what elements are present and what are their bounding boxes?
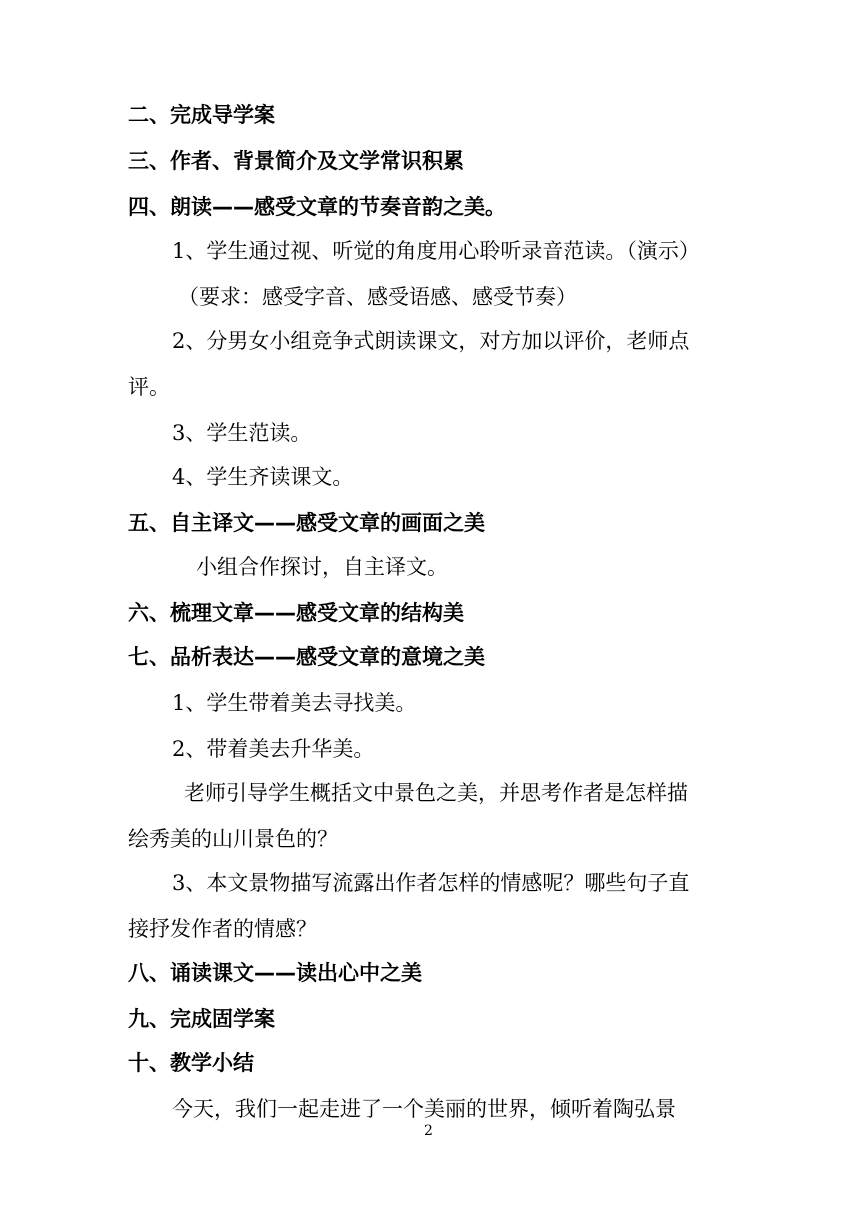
paragraph-line: 评。 [128,375,170,399]
heading-3: 三、作者、背景简介及文学常识积累 [128,149,464,173]
paragraph-line: 2、带着美去升华美。 [172,737,375,761]
paragraph-line: 4、学生齐读课文。 [172,465,354,489]
paragraph-line: 2、分男女小组竞争式朗读课文，对方加以评价，老师点 [172,329,690,353]
paragraph-line: 老师引导学生概括文中景色之美，并思考作者是怎样描 [184,781,688,805]
heading-7: 七、品析表达——感受文章的意境之美 [128,645,485,669]
paragraph-line: 3、本文景物描写流露出作者怎样的情感呢？哪些句子直 [172,871,690,895]
page-number: 2 [424,1123,433,1139]
heading-2: 二、完成导学案 [128,103,275,127]
heading-6: 六、梳理文章——感受文章的结构美 [128,601,464,625]
paragraph-line: 小组合作探讨，自主译文。 [196,555,448,579]
paragraph-line: （要求：感受字音、感受语感、感受节奏） [178,285,577,309]
paragraph-line: 3、学生范读。 [172,421,312,445]
heading-4: 四、朗读——感受文章的节奏音韵之美。 [128,195,506,219]
paragraph-line: 1、学生通过视、听觉的角度用心聆听录音范读。（演示） [172,239,700,263]
paragraph-line: 1、学生带着美去寻找美。 [172,691,417,715]
heading-5: 五、自主译文——感受文章的画面之美 [128,511,485,535]
heading-8: 八、诵读课文——读出心中之美 [128,961,422,985]
paragraph-line: 接抒发作者的情感？ [128,917,317,941]
heading-10: 十、教学小结 [128,1051,254,1075]
heading-9: 九、完成固学案 [128,1007,275,1031]
paragraph-line: 绘秀美的山川景色的？ [128,827,338,851]
paragraph-line: 今天，我们一起走进了一个美丽的世界，倾听着陶弘景 [172,1097,676,1121]
